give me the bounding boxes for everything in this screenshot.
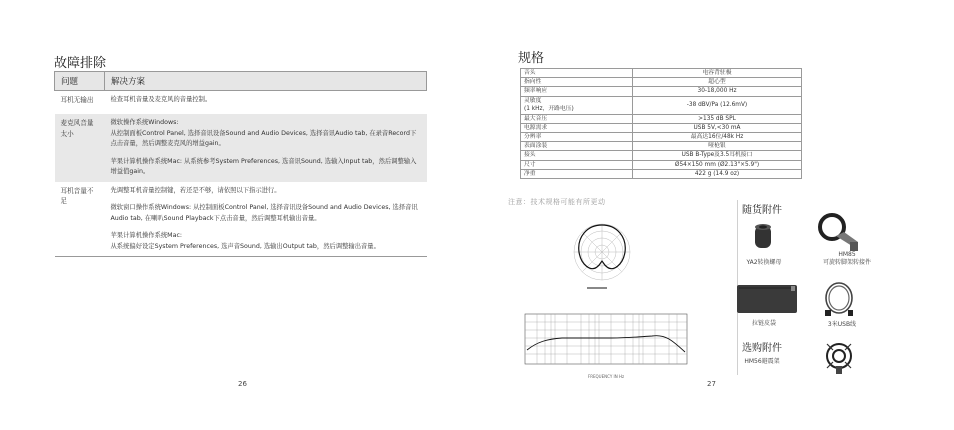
ya2-adapter-image: [752, 222, 774, 252]
solution-paragraph: 先调整耳机音量控制键，若还是不够，请依照以下指示进行。: [110, 186, 281, 194]
spec-label: 频率响应: [521, 87, 633, 96]
spec-label: 表面涂装: [521, 142, 633, 151]
spec-value: USB B-Type及3.5耳机接口: [633, 151, 802, 160]
accessory-label: YA2转换螺母: [746, 259, 782, 266]
solution-cell: [105, 114, 427, 182]
spec-row: [521, 114, 802, 123]
solution-paragraph: 微软操作系统Windows: 从控制面板Control Panel, 选择音讯设备Sound and Audio Devices, 选择音讯Audio tab, 在录音Record下点击音量，然后调整麦克风的增益gain。: [110, 119, 417, 147]
spec-label: 最大音压: [521, 114, 633, 123]
spec-label: 灵敏度 (1 kHz，开路电压): [521, 96, 633, 114]
spec-value: 电容背驻极: [633, 69, 802, 78]
spec-label: 音头: [521, 69, 633, 78]
spec-row: [521, 96, 802, 114]
page-number: 26: [238, 380, 247, 388]
spec-label: 分辨率: [521, 133, 633, 142]
table-row: [55, 182, 427, 257]
spec-value: 422 g (14.9 oz): [633, 169, 802, 178]
spec-row: [521, 151, 802, 160]
optional-accessories-title: 选购附件: [742, 343, 782, 354]
spec-label: 指向性: [521, 78, 633, 87]
specs-table: [520, 68, 802, 179]
hm85-mount-image: [814, 212, 864, 254]
spec-row: [521, 142, 802, 151]
spec-label: 电源需求: [521, 123, 633, 132]
solution-cell: [105, 182, 427, 257]
problem-cell: 耳机无输出: [60, 96, 94, 104]
included-accessories-title: 随货附件: [742, 205, 782, 216]
polar-pattern-diagram: [567, 215, 637, 295]
solution-paragraph: 微软窗口操作系统Windows: 从控制面板Control Panel, 选择音讯设备Sound and Audio Devices, 选择音讯Audio tab, 在喇叭Sound Playback下点击音量，然后调整耳机输出音量。: [110, 204, 418, 222]
spec-value: USB 5V,<30 mA: [633, 123, 802, 132]
spec-value: >135 dB SPL: [633, 114, 802, 123]
spec-row: [521, 87, 802, 96]
table-row: [55, 114, 427, 182]
right-page: [477, 0, 954, 430]
frequency-axis-label: FREQUENCY IN Hz: [587, 374, 625, 379]
header-problem: 问题: [55, 72, 105, 91]
spec-value: Ø54×150 mm (Ø2.13"×5.9"): [633, 160, 802, 169]
spec-value: -38 dBV/Pa (12.6mV): [633, 96, 802, 114]
spec-value: 30-18,000 Hz: [633, 87, 802, 96]
page-number: 27: [707, 380, 716, 388]
table-row: [55, 91, 427, 115]
usb-cable-image: [820, 278, 858, 318]
spec-row: [521, 160, 802, 169]
troubleshooting-title: 故障排除: [54, 56, 107, 71]
problem-cell: 耳机音量不足: [55, 182, 105, 257]
hm56-shock-mount-image: [819, 336, 859, 376]
solution-cell: [105, 91, 427, 115]
spec-label: 接头: [521, 151, 633, 160]
spec-row: [521, 169, 802, 178]
spec-label: 净重: [521, 169, 633, 178]
spec-row: [521, 133, 802, 142]
spec-value: 最高达16位/48k Hz: [633, 133, 802, 142]
frequency-response-chart: [517, 312, 692, 382]
spec-note: 注意：技术规格可能有所更动: [508, 198, 606, 206]
header-solution: 解决方案: [105, 72, 427, 91]
accessory-label: HM56避震架: [744, 358, 780, 365]
table-header-row: [55, 72, 427, 91]
zipper-pouch-image: [735, 283, 799, 315]
specs-title: 规格: [518, 51, 545, 66]
spec-row: [521, 123, 802, 132]
accessory-label: 3米USB线: [827, 321, 857, 328]
spec-value: 超心型: [633, 78, 802, 87]
solution-paragraph: 苹果计算机操作系统Mac: 从系统参考System Preferences, 选音讯Sound, 选输入Input tab，然后调整输入增益值gain。: [110, 157, 417, 175]
accessory-label: HM85 可旋转脚架转接件: [822, 251, 871, 266]
spec-value: 哑枪银: [633, 142, 802, 151]
problem-cell: 麦克风音量太小: [55, 114, 105, 182]
solution-paragraph: 检查耳机音量及麦克风的音量控制。: [110, 96, 212, 103]
accessory-label: 拉链皮袋: [751, 320, 776, 327]
troubleshooting-table: [54, 71, 427, 257]
solution-paragraph: 苹果计算机操作系统Mac: 从系统偏好设定System Preferences, 选声音Sound, 选输出Output tab，然后调整输出音量。: [110, 232, 380, 250]
spec-label: 尺寸: [521, 160, 633, 169]
spec-row: [521, 69, 802, 78]
spec-row: [521, 78, 802, 87]
